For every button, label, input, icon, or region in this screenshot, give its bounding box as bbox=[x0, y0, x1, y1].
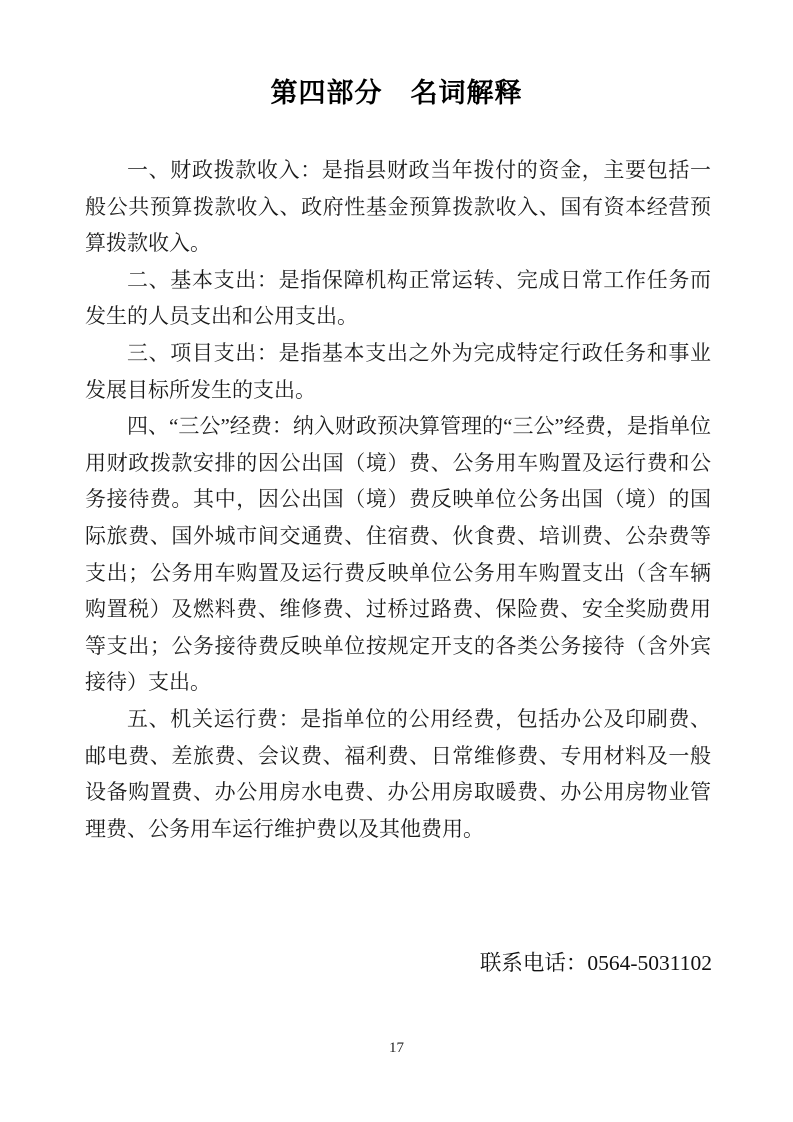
paragraph-project-expenditure: 三、项目支出：是指基本支出之外为完成特定行政任务和事业发展目标所发生的支出。 bbox=[85, 340, 711, 402]
paragraph-fiscal-appropriation-income: 一、财政拨款收入：是指县财政当年拨付的资金，主要包括一般公共预算拨款收入、政府性基金预算拨款收入、国有资本经营预算拨款收入。 bbox=[85, 158, 711, 256]
page-number: 17 bbox=[389, 1040, 404, 1056]
contact-phone-line: 联系电话：0564-5031102 bbox=[479, 951, 712, 975]
paragraph-basic-expenditure: 二、基本支出：是指保障机构正常运转、完成日常工作任务而发生的人员支出和公用支出。 bbox=[85, 267, 711, 329]
paragraph-three-public-funds: 四、“三公”经费：纳入财政预决算管理的“三公”经费，是指单位用财政拨款安排的因公出国（境）费、公务用车购置及运行费和公务接待费。其中，因公出国（境）费反映单位公务出国（境）的国际旅费、国外城市间交通费、住宿费、伙食费、培训费、公杂费等支出；公务用车购置及运行费反映单位公务用车购置支出（含车辆购置税）及燃料费、维修费、过桥过路费、保险费、安全奖励费用等支出；公务接待费反映单位按规定开支的各类公务接待（含外宾接待）支出。 bbox=[85, 414, 711, 695]
document-body bbox=[85, 152, 711, 847]
paragraph-agency-operating-expense: 五、机关运行费：是指单位的公用经费，包括办公及印刷费、邮电费、差旅费、会议费、福利费、日常维修费、专用材料及一般设备购置费、办公用房水电费、办公用房取暖费、办公用房物业管理费、公务用车运行维护费以及其他费用。 bbox=[85, 706, 711, 841]
page-title: 第四部分 名词解释 bbox=[270, 78, 523, 108]
